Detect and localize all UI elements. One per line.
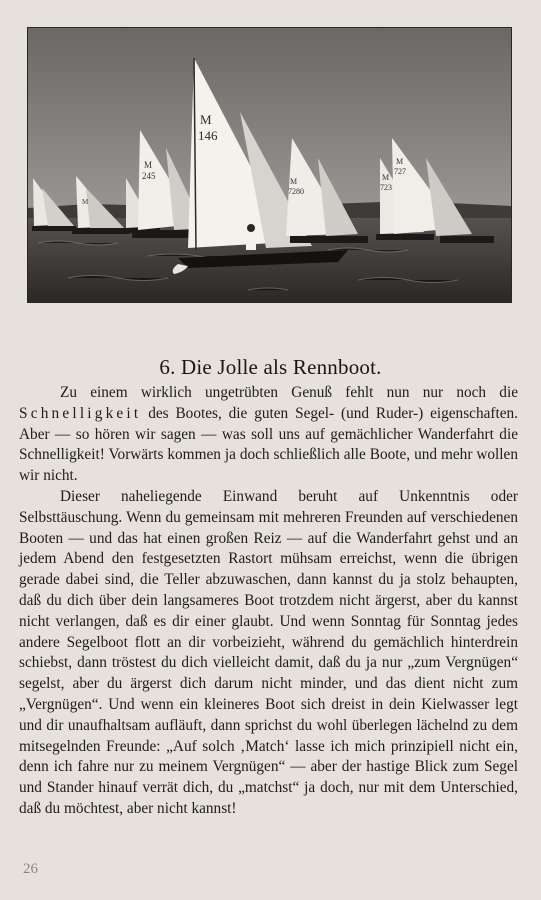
svg-text:245: 245 (142, 171, 156, 181)
svg-text:7280: 7280 (288, 187, 304, 196)
body-text (19, 383, 518, 820)
emphasized-word: Schnelligkeit (19, 404, 142, 422)
svg-text:M: M (290, 177, 298, 186)
chapter-heading: 6. Die Jolle als Rennboot. (159, 355, 382, 379)
svg-text:723: 723 (380, 183, 392, 192)
svg-text:M: M (382, 173, 390, 182)
paragraph-1-end: des Bootes, die guten Segel- (und Ruder-) eigenschaften. Aber — so hören wir sagen — was soll uns auf gemächlicher Wanderfahrt die Schnelligkeit! Vorwärts kommen ja doch schließlich alle Boote, und mehr wollen wir nicht. (19, 404, 518, 485)
sailing-regatta-photo (27, 27, 512, 303)
svg-text:M: M (144, 160, 153, 170)
svg-text:M: M (200, 112, 212, 127)
paragraph-1-start: Zu einem wirklich ungetrübten Genuß fehlt nun nur noch die (60, 384, 518, 401)
paragraph-1 (19, 383, 518, 487)
svg-text:M: M (396, 157, 404, 166)
page-number: 26 (23, 861, 38, 877)
paragraph-2: Dieser naheliegende Einwand beruht auf Unkenntnis oder Selbsttäuschung. Wenn du gemeinsam mit mehreren Freunden auf verschiedenen Booten — und das hat einen großen Reiz — auf die Wanderfahrt gehst und an jedem Abend den festgesetzten Rastort mühsam erreichst, wenn die übrigen gerade dabei sind, die Teller abzuwaschen, dann kannst du ja stolz behaupten, daß du dich über dein langsameres Boot trotzdem nicht ärgerst, aber du kannst nicht verlangen, daß es dir einer glaubt. Und wenn Sonntag für Sonntag jedes andere Segelboot flott an dir vorbeizieht, während du gemächlich hinterdrein schiebst, dann tröstest du dich vielleicht damit, daß du ja nur „zum Vergnügen“ segelst, aber du ärgerst dich darum nicht minder, und das dient nicht zum „Vergnügen“. Und wenn ein kleineres Boot sich dreist in dein Kielwasser legt und dir unaufhaltsam aufläuft, dann sprichst du wohl überlegen lächelnd zu dem mitsegelnden Freunde: „Auf solch ‚Match‘ lasse ich mich prinzipiell nicht ein, denn ich fahre nur zu meinem Vergnügen“ — aber der hastige Blick zum Segel und Stander hinauf verrät dich, du „matchst“ ja doch, nur mit dem Unterschied, daß du möchtest, aber nicht kannst! (19, 487, 518, 817)
regatta-illustration (28, 28, 511, 302)
svg-text:M: M (82, 198, 89, 206)
svg-text:146: 146 (198, 128, 218, 143)
svg-text:727: 727 (394, 167, 406, 176)
